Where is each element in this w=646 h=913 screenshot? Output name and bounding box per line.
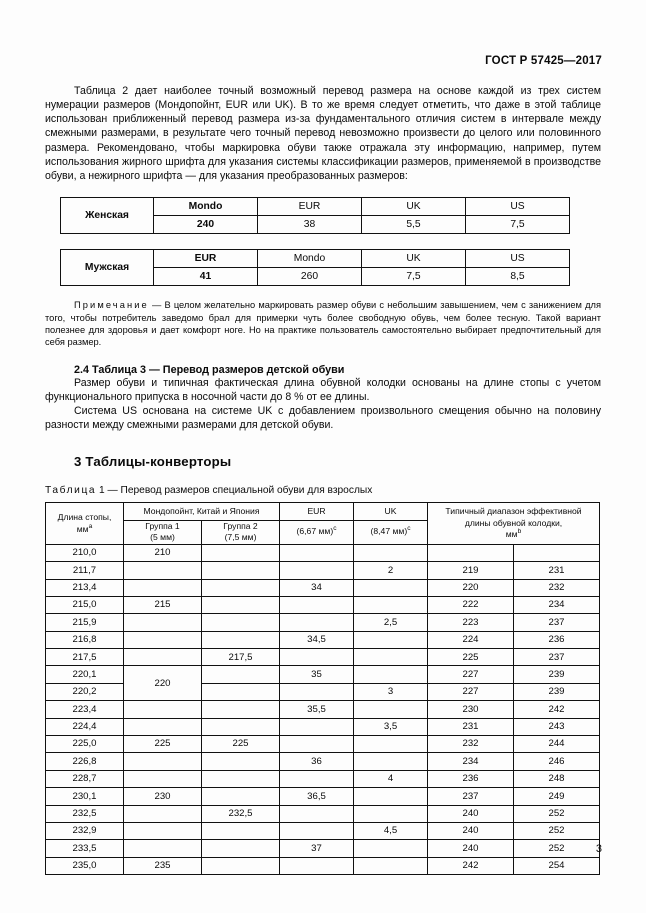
cell-foot-length: 226,8	[46, 753, 124, 770]
header-foot-length-unit: мм	[76, 523, 89, 534]
cell-foot-length: 213,4	[46, 579, 124, 596]
cell-uk	[354, 736, 428, 753]
table-row	[46, 579, 600, 596]
cell-uk	[354, 840, 428, 857]
subsection-heading: 2.4 Таблица 3 — Перевод размеров детской обуви	[74, 363, 345, 376]
cell-range-min: 240	[428, 822, 514, 839]
header-foot-length-sup: a	[88, 522, 93, 530]
cell-foot-length: 220,1	[46, 666, 124, 683]
mens-value-3: 8,5	[466, 268, 570, 286]
subsection-paragraph-2: Система US основана на системе UK с добавлением произвольного смещения обычно на половину разности между смежными размерами для детской обуви.	[45, 405, 601, 432]
table-row	[46, 544, 600, 561]
table-row	[46, 614, 600, 631]
cell-group-2	[202, 631, 280, 648]
cell-range-max	[514, 544, 600, 561]
cell-group-1: 215	[124, 596, 202, 613]
table-header-row-1	[46, 503, 600, 520]
womens-system-3: US	[466, 198, 570, 216]
header-group-1-sub: (5 мм)	[150, 532, 175, 543]
cell-group-2	[202, 857, 280, 874]
cell-group-1	[124, 614, 202, 631]
header-mondopoint: Мондопойнт, Китай и Япония	[124, 503, 280, 520]
header-eur-sub: (6,67 мм)	[296, 526, 334, 537]
cell-eur: 35	[280, 666, 354, 683]
cell-eur	[280, 718, 354, 735]
cell-group-2	[202, 596, 280, 613]
cell-group-2	[202, 770, 280, 787]
womens-system-2: UK	[362, 198, 466, 216]
cell-uk	[354, 544, 428, 561]
cell-foot-length: 228,7	[46, 770, 124, 787]
table-row	[46, 596, 600, 613]
cell-foot-length: 220,2	[46, 683, 124, 700]
cell-group-1	[124, 631, 202, 648]
header-uk: UK	[354, 503, 428, 520]
cell-foot-length: 224,4	[46, 718, 124, 735]
cell-group-1	[124, 770, 202, 787]
header-uk-sup: c	[407, 525, 411, 533]
cell-range-max: 231	[514, 562, 600, 579]
table-row	[46, 736, 600, 753]
cell-range-max: 237	[514, 649, 600, 666]
womens-value-1: 38	[258, 216, 362, 234]
cell-group-2	[202, 701, 280, 718]
cell-uk	[354, 857, 428, 874]
cell-range-min: 219	[428, 562, 514, 579]
mens-system-0: EUR	[154, 250, 258, 268]
cell-foot-length: 215,9	[46, 614, 124, 631]
cell-uk	[354, 596, 428, 613]
cell-uk	[354, 666, 428, 683]
cell-range-max: 244	[514, 736, 600, 753]
cell-eur: 35,5	[280, 701, 354, 718]
cell-range-max: 237	[514, 614, 600, 631]
cell-eur	[280, 596, 354, 613]
cell-eur	[280, 736, 354, 753]
cell-group-1	[124, 840, 202, 857]
womens-value-2: 5,5	[362, 216, 466, 234]
womens-size-table-wrapper	[45, 197, 601, 234]
table-row	[61, 250, 570, 268]
cell-range-max: 249	[514, 788, 600, 805]
womens-value-0: 240	[154, 216, 258, 234]
mens-system-2: UK	[362, 250, 466, 268]
cell-foot-length: 233,5	[46, 840, 124, 857]
header-eur: EUR	[280, 503, 354, 520]
note-title: Примечание	[74, 300, 149, 311]
cell-group-1	[124, 805, 202, 822]
cell-group-2: 225	[202, 736, 280, 753]
cell-uk: 2	[354, 562, 428, 579]
cell-eur: 36	[280, 753, 354, 770]
cell-range-min: 227	[428, 683, 514, 700]
mens-size-table	[60, 249, 570, 286]
subsection-paragraph-1: Размер обуви и типичная фактическая длина обувной колодки основаны на длине стопы с учетом функционального припуска в носочной части до 8 % от ее длины.	[45, 376, 601, 403]
header-uk-interval	[354, 520, 428, 544]
caption-text: Перевод размеров специальной обуви для взрослых	[120, 485, 373, 497]
header-group-2-sub: (7,5 мм)	[224, 532, 257, 543]
cell-foot-length: 235,0	[46, 857, 124, 874]
cell-range-max: 246	[514, 753, 600, 770]
cell-eur	[280, 562, 354, 579]
table-row	[46, 753, 600, 770]
cell-range-max: 248	[514, 770, 600, 787]
cell-range-min: 222	[428, 596, 514, 613]
table-row	[46, 788, 600, 805]
cell-group-1: 235	[124, 857, 202, 874]
cell-range-max: 254	[514, 857, 600, 874]
header-eur-interval	[280, 520, 354, 544]
mens-value-0: 41	[154, 268, 258, 286]
womens-size-table	[60, 197, 570, 234]
cell-eur: 34,5	[280, 631, 354, 648]
cell-group-1: 220	[124, 666, 202, 701]
cell-range-min: 220	[428, 579, 514, 596]
cell-range-min: 240	[428, 805, 514, 822]
cell-foot-length: 216,8	[46, 631, 124, 648]
table-row	[46, 631, 600, 648]
cell-group-1	[124, 822, 202, 839]
cell-range-max: 252	[514, 840, 600, 857]
cell-range-min: 236	[428, 770, 514, 787]
cell-eur	[280, 857, 354, 874]
cell-eur	[280, 544, 354, 561]
cell-group-1	[124, 649, 202, 666]
cell-range-min: 227	[428, 666, 514, 683]
header-range-line1: Типичный диапазон эффективной	[445, 506, 582, 517]
page-number: 3	[595, 843, 602, 855]
mens-value-2: 7,5	[362, 268, 466, 286]
table-row	[46, 857, 600, 874]
caption-label: Таблица	[45, 485, 97, 497]
cell-eur	[280, 770, 354, 787]
note-block	[45, 299, 601, 349]
cell-foot-length: 210,0	[46, 544, 124, 561]
cell-range-min: 240	[428, 840, 514, 857]
header-range-unit: мм	[505, 529, 518, 540]
cell-range-min: 225	[428, 649, 514, 666]
header-eur-sup: c	[333, 525, 337, 533]
cell-eur: 34	[280, 579, 354, 596]
cell-group-1	[124, 579, 202, 596]
mens-system-3: US	[466, 250, 570, 268]
table-row	[46, 718, 600, 735]
table-row	[46, 666, 600, 683]
cell-range-max: 252	[514, 805, 600, 822]
table-row	[61, 198, 570, 216]
mens-label: Мужская	[61, 250, 154, 286]
womens-system-0: Mondo	[154, 198, 258, 216]
table-row	[46, 805, 600, 822]
cell-range-max: 239	[514, 666, 600, 683]
cell-foot-length: 217,5	[46, 649, 124, 666]
cell-range-min: 231	[428, 718, 514, 735]
cell-eur	[280, 822, 354, 839]
table-row	[46, 822, 600, 839]
cell-range-min: 237	[428, 788, 514, 805]
cell-range-min	[428, 544, 514, 561]
cell-eur	[280, 805, 354, 822]
cell-eur	[280, 649, 354, 666]
cell-group-2: 217,5	[202, 649, 280, 666]
cell-range-min: 234	[428, 753, 514, 770]
womens-label: Женская	[61, 198, 154, 234]
cell-uk	[354, 579, 428, 596]
cell-foot-length: 211,7	[46, 562, 124, 579]
cell-uk	[354, 788, 428, 805]
cell-range-max: 252	[514, 822, 600, 839]
main-table-caption	[45, 485, 601, 496]
header-effective-range	[428, 503, 600, 544]
table-row	[46, 840, 600, 857]
cell-range-max: 243	[514, 718, 600, 735]
cell-uk: 4,5	[354, 822, 428, 839]
header-group-2	[202, 520, 280, 544]
header-foot-length-text: Длина стопы,	[57, 512, 112, 523]
cell-group-2	[202, 579, 280, 596]
cell-uk	[354, 701, 428, 718]
cell-foot-length: 223,4	[46, 701, 124, 718]
note-dash: —	[148, 300, 165, 311]
header-uk-sub: (8,47 мм)	[370, 526, 408, 537]
cell-uk	[354, 649, 428, 666]
header-group-1	[124, 520, 202, 544]
table-body	[46, 544, 600, 874]
cell-uk: 4	[354, 770, 428, 787]
cell-foot-length: 230,1	[46, 788, 124, 805]
cell-group-2	[202, 822, 280, 839]
womens-value-3: 7,5	[466, 216, 570, 234]
cell-range-max: 232	[514, 579, 600, 596]
page-content	[45, 84, 601, 875]
cell-group-1	[124, 701, 202, 718]
standard-reference-header: ГОСТ Р 57425—2017	[485, 55, 602, 67]
cell-group-2	[202, 718, 280, 735]
header-foot-length	[46, 503, 124, 544]
cell-uk	[354, 753, 428, 770]
cell-group-1	[124, 718, 202, 735]
cell-group-1	[124, 753, 202, 770]
cell-range-min: 242	[428, 857, 514, 874]
cell-range-min: 223	[428, 614, 514, 631]
cell-eur	[280, 614, 354, 631]
cell-range-max: 236	[514, 631, 600, 648]
caption-number: 1 —	[96, 485, 121, 497]
cell-range-max: 234	[514, 596, 600, 613]
cell-foot-length: 232,5	[46, 805, 124, 822]
cell-group-2	[202, 666, 280, 683]
table-row	[46, 770, 600, 787]
table-spacer	[45, 234, 601, 249]
cell-uk	[354, 631, 428, 648]
cell-group-1: 225	[124, 736, 202, 753]
cell-group-1: 230	[124, 788, 202, 805]
cell-group-2	[202, 840, 280, 857]
header-group-2-text: Группа 2	[223, 520, 258, 531]
section-heading: 3 Таблицы-конверторы	[74, 454, 232, 470]
cell-group-1: 210	[124, 544, 202, 561]
table-row	[46, 562, 600, 579]
cell-group-2	[202, 614, 280, 631]
intro-paragraph: Таблица 2 дает наиболее точный возможный перевод размера на основе каждой из трех систем нумерации размеров (Мондопойнт, EUR или UK). В то же время следует отметить, что даже в этой таблице использован приближенный перевод размера из-за фундаментального отличия систем в интервале между смежными размерами, в результате чего точный перевод невозможно произвести до целого или половинного размера. Рекомендовано, чтобы маркировка обуви также отражала эту информацию, например, путем использования жирного шрифта для указания системы классификации размеров, применяемой в производстве обуви, а нежирного шрифта — для указания преобразованных размеров:	[45, 85, 601, 182]
header-range-sup: b	[517, 528, 522, 536]
note-text: В целом желательно маркировать размер обуви с небольшим завышением, чем с занижением для того, чтобы потребитель заведомо брал для примерки чуть более свободную обувь, чем более тесную. Такой вариант полезнее для здоровья и дает комфорт ноге. Но на практике пользователь самостоятельно выбирает предпочтительный для себя размер.	[45, 300, 601, 348]
mens-value-1: 260	[258, 268, 362, 286]
cell-eur	[280, 683, 354, 700]
cell-uk: 3	[354, 683, 428, 700]
table-row	[46, 649, 600, 666]
cell-uk	[354, 805, 428, 822]
cell-group-2: 232,5	[202, 805, 280, 822]
table-row	[46, 701, 600, 718]
cell-foot-length: 225,0	[46, 736, 124, 753]
table-header	[46, 503, 600, 544]
cell-range-min: 224	[428, 631, 514, 648]
cell-uk: 2,5	[354, 614, 428, 631]
cell-group-2	[202, 788, 280, 805]
cell-range-max: 239	[514, 683, 600, 700]
mens-size-table-wrapper	[45, 249, 601, 286]
mens-system-1: Mondo	[258, 250, 362, 268]
size-converter-table	[45, 502, 600, 875]
cell-range-max: 242	[514, 701, 600, 718]
womens-system-1: EUR	[258, 198, 362, 216]
cell-eur: 36,5	[280, 788, 354, 805]
header-group-1-text: Группа 1	[145, 520, 180, 531]
cell-range-min: 230	[428, 701, 514, 718]
cell-group-2	[202, 562, 280, 579]
cell-group-2	[202, 753, 280, 770]
cell-foot-length: 232,9	[46, 822, 124, 839]
cell-uk: 3,5	[354, 718, 428, 735]
cell-range-min: 232	[428, 736, 514, 753]
header-range-line2: длины обувной колодки,	[464, 517, 563, 528]
cell-foot-length: 215,0	[46, 596, 124, 613]
cell-eur: 37	[280, 840, 354, 857]
cell-group-2	[202, 544, 280, 561]
cell-group-1	[124, 562, 202, 579]
cell-group-2	[202, 683, 280, 700]
